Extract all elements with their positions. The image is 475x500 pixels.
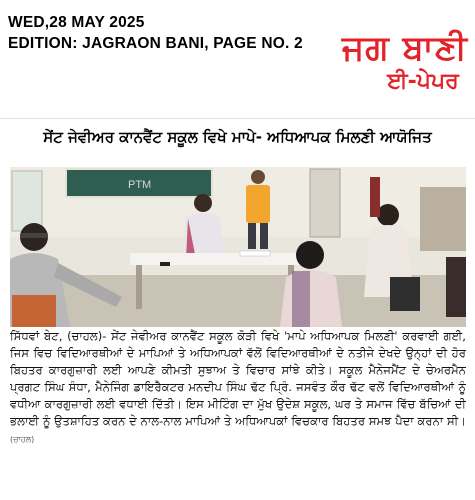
newspaper-logo — [341, 28, 469, 96]
article-photo — [10, 167, 466, 327]
edition-date: WED,28 MAY 2025 — [8, 14, 145, 31]
board-text: PTM — [128, 179, 152, 191]
article-text: ਸਿੱਧਵਾਂ ਬੇਟ, (ਚਾਹਲ)- ਸੇਂਟ ਜੇਵੀਅਰ ਕਾਨਵੈਂਟ ਸਕੂਲ ਕੋੜੀ ਵਿਖੇ 'ਮਾਪੇ ਅਧਿਆਪਕ ਮਿਲਣੀ' ਕਰਵਾਈ ਗਈ, ਜਿਸ ਵਿਚ ਵਿਦਿਆਰਥੀਆਂ ਦੇ ਮਾਪਿਆਂ ਤੇ ਅਧਿਆਪਕਾਂ ਵੱਲੋਂ ਵਿਦਿਆਰਥੀਆਂ ਦੇ ਨਤੀਜੇ ਦੇਖਦੇ ਉਨ੍ਹਾਂ ਦੀ ਹੋਰ ਬਿਹਤਰ ਕਾਰਗੁਜ਼ਾਰੀ ਲਈ ਆਪਣੇ ਕੀਮਤੀ ਸੁਝਾਅ ਤੇ ਵਿਚਾਰ ਸਾਂਝੇ ਕੀਤੇ। ਸਕੂਲ ਮੈਨੇਜਮੈਂਟ ਦੇ ਚੇਅਰਮੈਨ ਪ੍ਰਗਟ ਸਿੰਘ ਸੰਧਾ, ਮੈਨੇਜਿੰਗ ਡਾਇਰੈਕਟਰ ਮਨਦੀਪ ਸਿੰਘ ਢੱਟ ਪ੍ਰਿੰ. ਜਸਵੰਤ ਕੌਰ ਢੱਟ ਵਲੋਂ ਵਿਦਿਆਰਥੀਆਂ ਨੂੰ ਵਧੀਆ ਕਾਰਗੁਜ਼ਾਰੀ ਲਈ ਵਧਾਈ ਦਿੱਤੀ। ਇਸ ਮੀਟਿੰਗ ਦਾ ਮੁੱਖ ਉਦੇਸ਼ ਸਕੂਲ, ਘਰ ਤੇ ਸਮਾਜ ਵਿੱਚ ਬੱਚਿਆਂ ਦੀ ਭਲਾਈ ਨੂੰ ਉਤਸ਼ਾਹਿਤ ਕਰਨ ਦੇ ਨਾਲ-ਨਾਲ ਮਾਪਿਆਂ ਤੇ ਅਧਿਆਪਕਾਂ ਵਿਚਕਾਰ ਬਿਹਤਰ ਸਮਝ ਪੈਦਾ ਕਰਨਾ ਸੀ। — [10, 329, 466, 428]
article-credit: (ਚਾਹਲ) — [10, 435, 35, 444]
logo-title: ਜਗ ਬਾਣੀ — [341, 28, 468, 68]
logo-subtitle: ਈ-ਪੇਪਰ — [387, 69, 459, 94]
edition-info: EDITION: JAGRAON BANI, PAGE NO. 2 — [8, 35, 303, 52]
classroom-photo — [10, 167, 466, 327]
article-headline: ਸੇਂਟ ਜੇਵੀਅਰ ਕਾਨਵੈਂਟ ਸਕੂਲ ਵਿਖੇ ਮਾਪੇ- ਅਧਿਆਪਕ ਮਿਲਣੀ ਆਯੋਜਿਤ — [0, 118, 475, 155]
article-body — [10, 328, 466, 496]
page-header — [0, 0, 475, 118]
